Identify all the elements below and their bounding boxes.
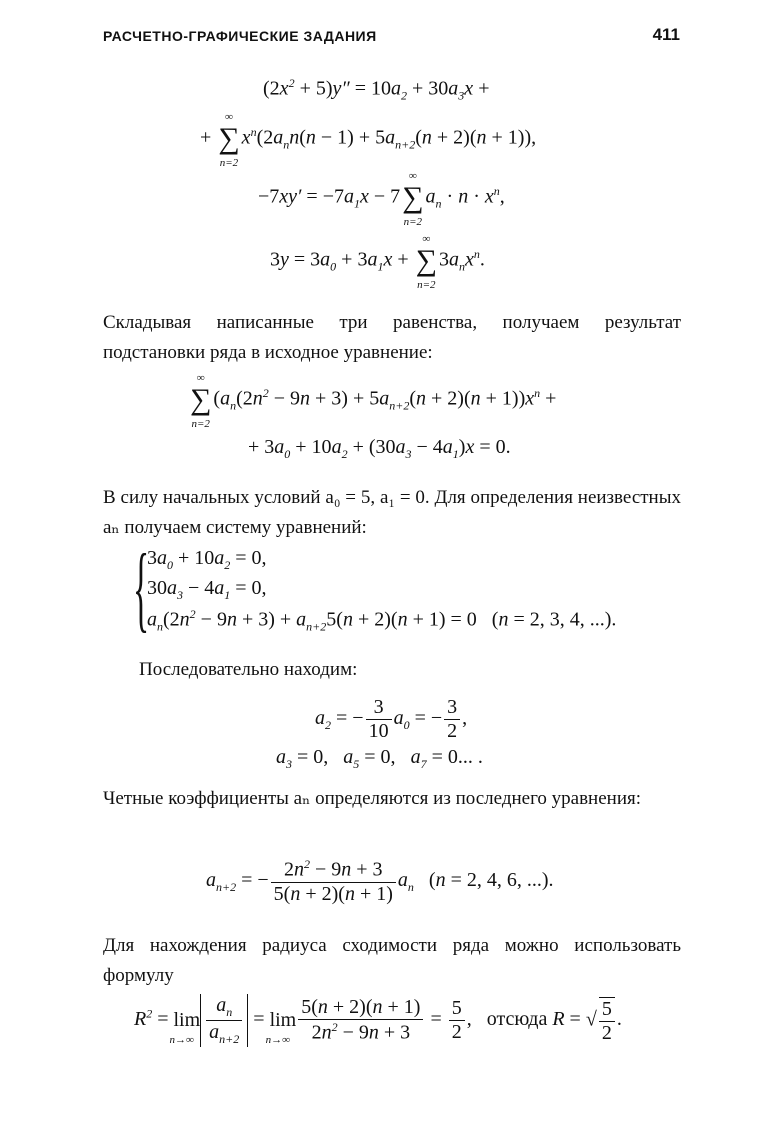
equation-2: $-7xy' = -7a_1x - 7$ ∞ ∑ n=2 $a_n \cdot n \cdot x^n$,: [258, 170, 505, 228]
system-eq-1: $3a_0 + 10a_2 = 0$,: [147, 547, 267, 572]
paragraph-2: В силу начальных условий a₀ = 5, a₁ = 0. Для определения неизвестных aₙ получаем систему уравнений:: [103, 487, 681, 538]
system-brace: {: [133, 534, 150, 641]
otsyuda-label: отсюда: [486, 1008, 548, 1031]
equation-odd-coefficients: $a_3 = 0$, $a_5 = 0$, $a_7 = 0$... .: [276, 746, 483, 771]
paragraph-4: Четные коэффициенты aₙ определяются из последнего уравнения:: [103, 788, 642, 809]
equation-1b: + ∞ ∑ n=2 $x^n(2a_nn(n - 1) + 5a_{n+2}(n + 2)(n + 1))$,: [200, 111, 537, 169]
paragraph-3: Последовательно находим:: [139, 659, 358, 680]
page-number: 411: [652, 25, 680, 44]
paragraph-5: Для нахождения радиуса сходимости ряда можно использовать формулу: [103, 935, 681, 986]
system-eq-2: $30a_3 - 4a_1 = 0$,: [147, 577, 267, 602]
running-title: РАСЧЕТНО-ГРАФИЧЕСКИЕ ЗАДАНИЯ: [103, 28, 377, 44]
equation-recurrence: $a_{n+2}$ = − $\frac{2n^2 - 9n + 3}{5(n + 2)(n + 1)}$ $a_n$ (n = 2, 4, 6, ...).: [206, 857, 554, 905]
equation-3: $3y = 3a_0 + 3a_1x$ + ∞ ∑ n=2 $3a_nx^n$.: [270, 233, 485, 291]
equation-1a: $(2x^2 + 5)y'' = 10a_2 + 30a_3x$ +: [263, 76, 490, 103]
equation-radius: $R^2 = \lim$ n→∞ $\frac{a_n}{a_{n+2}}$ = lim n→∞ $\frac{5(n + 2)(n + 1)}{2n^2 - 9n + 3}$ = $\frac{5}{2}$ , отсюда R = √ $\frac{5}{2}$ .: [134, 994, 622, 1046]
paragraph-1: Складывая написанные три равенства, получаем результат подстановки ряда в исходное уравнение:: [103, 312, 681, 363]
system-eq-3: $a_n(2n^2 - 9n + 3) + a_{n+2}5(n + 2)(n + 1) = 0$ (n = 2, 3, 4, ...).: [147, 607, 617, 634]
equation-4b: + $3a_0 + 10a_2 + (30a_3 - 4a_1)x = 0$.: [248, 436, 511, 461]
equation-4a: ∞ ∑ n=2 $(a_n(2n^2 - 9n + 3) + 5a_{n+2}(n + 2)(n + 1))x^n$ +: [190, 372, 557, 430]
equation-a2: $a_2$ = − $\frac{3}{10}$ $a_0$ = − $\frac{3}{2}$ ,: [315, 696, 468, 742]
